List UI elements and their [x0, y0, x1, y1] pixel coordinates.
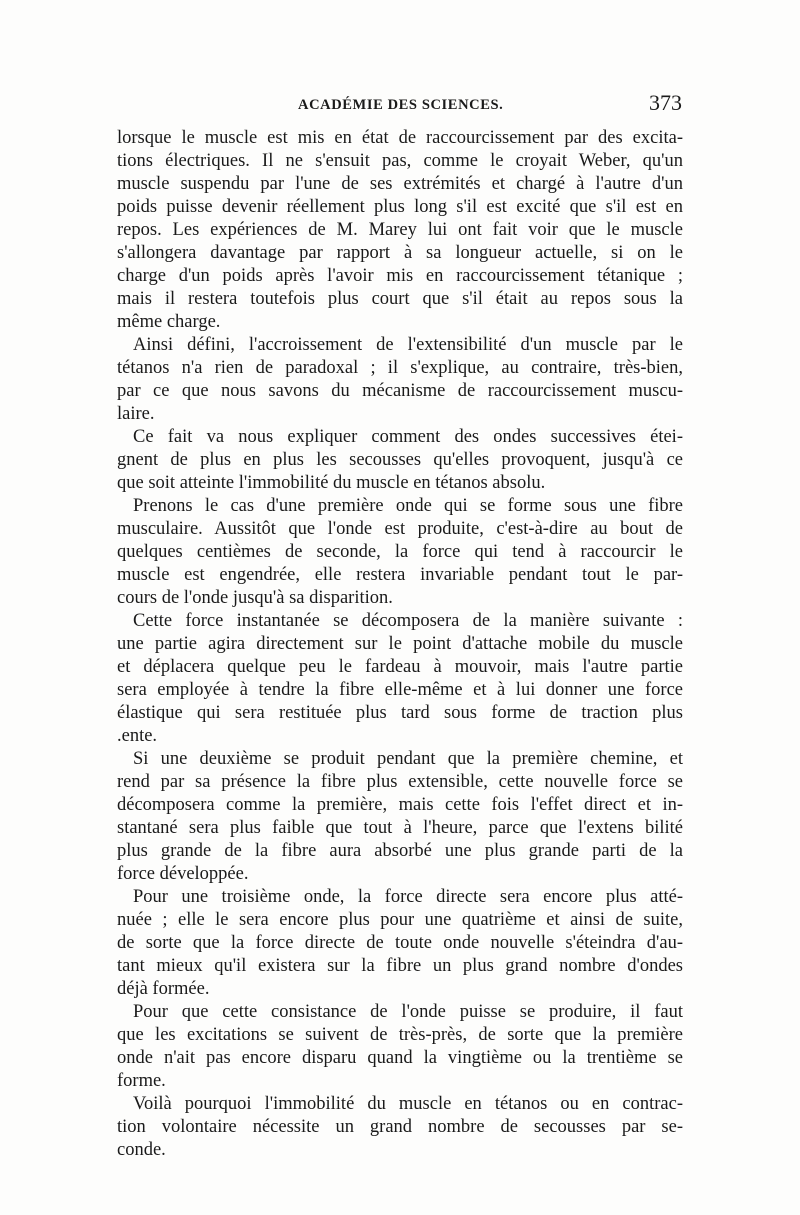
body-text — [117, 127, 683, 1162]
text-line: rend par sa présence la fibre plus extensible, cette nouvelle force se — [117, 772, 683, 792]
text-line: stantané sera plus faible que tout à l'heure, parce que l'extens bilité — [117, 818, 683, 838]
text-line: .ente. — [117, 726, 158, 746]
text-line: tant mieux qu'il existera sur la fibre un plus grand nombre d'ondes — [117, 956, 683, 976]
text-line: par ce que nous savons du mécanisme de raccourcissement muscu- — [117, 381, 683, 401]
text-line: plus grande de la fibre aura absorbé une plus grande parti de la — [117, 841, 683, 861]
page-number: 373 — [649, 90, 682, 115]
text-line: élastique qui sera restituée plus tard sous forme de traction plus — [117, 703, 683, 723]
text-line: Si une deuxième se produit pendant que la première chemine, et — [133, 749, 683, 769]
text-line: tétanos n'a rien de paradoxal ; il s'explique, au contraire, très-bien, — [117, 358, 683, 378]
text-line: et déplacera quelque peu le fardeau à mouvoir, mais l'autre partie — [117, 657, 683, 677]
text-line: onde n'ait pas encore disparu quand la vingtième ou la trentième se — [117, 1048, 683, 1068]
text-line: quelques centièmes de seconde, la force qui tend à raccourcir le — [117, 542, 683, 562]
paragraph — [117, 886, 683, 1001]
text-line: même charge. — [117, 312, 221, 332]
text-line: conde. — [117, 1140, 166, 1160]
paragraph — [117, 610, 683, 748]
text-line: déjà formée. — [117, 979, 210, 999]
text-line: Pour une troisième onde, la force directe sera encore plus atté- — [133, 887, 683, 907]
paragraph — [117, 1001, 683, 1093]
text-line: laire. — [117, 404, 155, 424]
text-line: Cette force instantanée se décomposera de la manière suivante : — [133, 611, 683, 631]
text-line: poids puisse devenir réellement plus long s'il est excité que s'il est en — [117, 197, 683, 217]
paragraph — [117, 426, 683, 495]
paragraph — [117, 748, 683, 886]
text-line: Ce fait va nous expliquer comment des ondes successives étei- — [133, 427, 683, 447]
text-line: mais il restera toutefois plus court que s'il était au repos sous la — [117, 289, 683, 309]
text-line: cours de l'onde jusqu'à sa disparition. — [117, 588, 393, 608]
text-line: nuée ; elle le sera encore plus pour une quatrième et ainsi de suite, — [117, 910, 683, 930]
text-line: décomposera comme la première, mais cette fois l'effet direct et in- — [117, 795, 683, 815]
text-line: tions électriques. Il ne s'ensuit pas, comme le croyait Weber, qu'un — [117, 151, 683, 171]
text-line: Pour que cette consistance de l'onde puisse se produire, il faut — [133, 1002, 683, 1022]
text-line: gnent de plus en plus les secousses qu'elles provoquent, jusqu'à ce — [117, 450, 683, 470]
text-line: Voilà pourquoi l'immobilité du muscle en tétanos ou en contrac- — [133, 1094, 683, 1114]
running-title: ACADÉMIE DES SCIENCES. — [298, 97, 504, 113]
text-line: muscle est engendrée, elle restera invariable pendant tout le par- — [117, 565, 683, 585]
text-line: repos. Les expériences de M. Marey lui ont fait voir que le muscle — [117, 220, 683, 240]
text-line: musculaire. Aussitôt que l'onde est produite, c'est-à-dire au bout de — [117, 519, 683, 539]
text-line: que les excitations se suivent de très-près, de sorte que la première — [117, 1025, 683, 1045]
text-line: tion volontaire nécessite un grand nombre de secousses par se- — [117, 1117, 683, 1137]
text-line: s'allongera davantage par rapport à sa longueur actuelle, si on le — [117, 243, 683, 263]
page-header — [118, 90, 682, 123]
text-line: forme. — [117, 1071, 166, 1091]
paragraph — [117, 334, 683, 426]
text-line: que soit atteinte l'immobilité du muscle en tétanos absolu. — [117, 473, 546, 493]
text-line: une partie agira directement sur le point d'attache mobile du muscle — [117, 634, 683, 654]
paragraph — [117, 1093, 683, 1162]
text-line: sera employée à tendre la fibre elle-même et à lui donner une force — [117, 680, 683, 700]
text-line: muscle suspendu par l'une de ses extrémités et chargé à l'autre d'un — [117, 174, 683, 194]
text-line: Ainsi défini, l'accroissement de l'extensibilité d'un muscle par le — [133, 335, 683, 355]
text-line: lorsque le muscle est mis en état de raccourcissement par des excita- — [117, 128, 683, 148]
text-line: force développée. — [117, 864, 249, 884]
text-line: Prenons le cas d'une première onde qui se forme sous une fibre — [133, 496, 683, 516]
text-line: charge d'un poids après l'avoir mis en raccourcissement tétanique ; — [117, 266, 683, 286]
paragraph — [117, 127, 683, 334]
paragraph — [117, 495, 683, 610]
text-line: de sorte que la force directe de toute onde nouvelle s'éteindra d'au- — [117, 933, 683, 953]
